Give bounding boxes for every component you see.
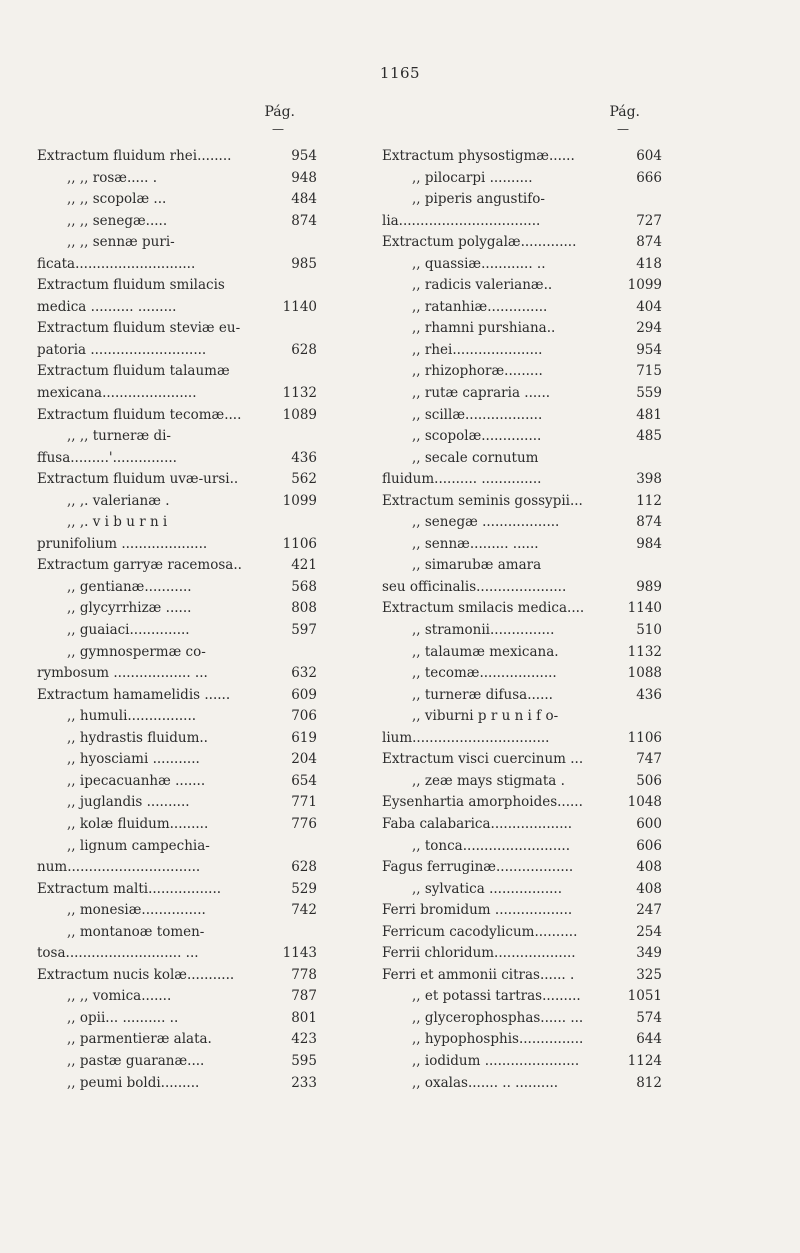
index-entry — [37, 1008, 317, 1030]
entry-text: ,, senegæ .................. — [412, 514, 560, 531]
entry-page-number: 1140 — [627, 600, 662, 617]
index-entry — [37, 879, 317, 901]
index-column-left — [37, 104, 317, 1094]
entry-list — [382, 146, 662, 1094]
entry-text: mexicana...................... — [37, 385, 197, 402]
entry-page-number: 325 — [636, 966, 662, 983]
entry-page-number: 989 — [636, 578, 662, 595]
entry-text: ffusa.........'............... — [37, 449, 177, 466]
entry-page-number: 654 — [291, 772, 317, 789]
entry-text: ,, piperis angustifo- — [412, 191, 545, 208]
index-entry — [382, 685, 662, 707]
entry-page-number: 408 — [636, 859, 662, 876]
entry-page-number: 1099 — [282, 492, 317, 509]
entry-text: ,, pastæ guaranæ.... — [67, 1052, 205, 1069]
entry-page-number: 778 — [291, 966, 317, 983]
entry-page-number: 529 — [291, 880, 317, 897]
index-entry — [37, 555, 317, 577]
entry-page-number: 812 — [636, 1074, 662, 1091]
index-entry — [37, 685, 317, 707]
entry-text: rymbosum .................. ... — [37, 665, 208, 682]
entry-page-number: 1140 — [282, 298, 317, 315]
index-entry — [37, 534, 317, 556]
entry-text: prunifolium .................... — [37, 535, 208, 552]
entry-text: ,, ratanhiæ.............. — [412, 298, 548, 315]
entry-page-number: 247 — [636, 902, 662, 919]
entry-text: Faba calabarica................... — [382, 815, 573, 832]
index-entry — [37, 965, 317, 987]
entry-text: ,, ,, senegæ..... — [67, 212, 168, 229]
entry-page-number: 398 — [636, 471, 662, 488]
index-entry — [37, 189, 317, 211]
index-column-right — [382, 104, 662, 1094]
index-entry — [382, 857, 662, 879]
index-entry — [37, 211, 317, 233]
index-entry — [382, 1008, 662, 1030]
entry-page-number: 506 — [636, 772, 662, 789]
index-entry — [382, 318, 662, 340]
entry-text: Ferri et ammonii citras...... . — [382, 966, 575, 983]
index-entry — [382, 146, 662, 168]
index-entry — [382, 469, 662, 491]
entry-page-number: 562 — [291, 471, 317, 488]
entry-text: ,, tonca......................... — [412, 837, 571, 854]
entry-page-number: 1099 — [627, 277, 662, 294]
index-entry — [37, 469, 317, 491]
entry-text: num............................... — [37, 859, 201, 876]
entry-page-number: 481 — [636, 406, 662, 423]
entry-page-number: 1048 — [627, 794, 662, 811]
entry-page-number: 421 — [291, 557, 317, 574]
entry-text: ,, guaiaci.............. — [67, 622, 190, 639]
entry-text: ,, ,, rosæ..... . — [67, 169, 157, 186]
entry-text: Extractum physostigmæ...... — [382, 148, 575, 164]
index-entry — [37, 900, 317, 922]
index-entry — [382, 405, 662, 427]
entry-text: tosa........................... ... — [37, 945, 199, 962]
entry-text: fluidum.......... .............. — [382, 471, 542, 488]
entry-text: ,, gentianæ........... — [67, 578, 192, 595]
entry-text: ,, rutæ capraria ...... — [412, 385, 551, 402]
index-entry — [382, 620, 662, 642]
index-entry — [37, 297, 317, 319]
entry-text: ,, glycerophosphas...... ... — [412, 1009, 584, 1026]
entry-page-number: 418 — [636, 255, 662, 272]
entry-text: ,, humuli................ — [67, 708, 197, 725]
index-entry — [37, 642, 317, 664]
index-entry — [382, 1051, 662, 1073]
entry-text: ,, secale cornutum — [412, 449, 539, 466]
index-entry — [382, 1073, 662, 1095]
index-entry — [37, 383, 317, 405]
index-entry — [382, 986, 662, 1008]
entry-page-number: 204 — [291, 751, 317, 768]
index-entry — [37, 361, 317, 383]
index-entry — [382, 426, 662, 448]
entry-page-number: 808 — [291, 600, 317, 617]
entry-text: ,, viburni p r u n i f o- — [412, 708, 559, 725]
entry-text: ,, opii... .......... .. — [67, 1009, 179, 1026]
entry-text: Eysenhartia amorphoides...... — [382, 794, 583, 811]
index-entry — [382, 728, 662, 750]
index-entry — [37, 1073, 317, 1095]
entry-page-number: 574 — [636, 1009, 662, 1026]
column-dash: — — [617, 122, 629, 136]
entry-page-number: 1124 — [627, 1052, 662, 1069]
index-entry — [37, 146, 317, 168]
entry-page-number: 985 — [291, 255, 317, 272]
entry-text: Extractum malti................. — [37, 880, 222, 897]
index-entry — [37, 405, 317, 427]
entry-text: Extractum seminis gossypii... — [382, 492, 583, 509]
entry-text: patoria ........................... — [37, 341, 207, 358]
index-entry — [37, 857, 317, 879]
entry-page-number: 801 — [291, 1009, 317, 1026]
entry-page-number: 112 — [636, 492, 662, 509]
entry-text: Extractum garryæ racemosa.. — [37, 557, 242, 574]
entry-page-number: 597 — [291, 622, 317, 639]
entry-text: ,, sylvatica ................. — [412, 880, 563, 897]
entry-text: ,, hyosciami ........... — [67, 751, 200, 768]
entry-text: medica .......... ......... — [37, 298, 177, 315]
entry-page-number: 954 — [636, 341, 662, 358]
entry-text: ,, et potassi tartras......... — [412, 988, 581, 1005]
entry-text: Ferri bromidum .................. — [382, 902, 573, 919]
index-entry — [382, 879, 662, 901]
entry-page-number: 1132 — [282, 385, 317, 402]
index-entry — [37, 814, 317, 836]
index-entry — [382, 771, 662, 793]
index-entry — [37, 836, 317, 858]
entry-text: Extractum fluidum rhei........ — [37, 148, 232, 164]
entry-page-number: 666 — [636, 169, 662, 186]
entry-page-number: 628 — [291, 859, 317, 876]
entry-page-number: 984 — [636, 535, 662, 552]
entry-page-number: 632 — [291, 665, 317, 682]
index-entry — [382, 168, 662, 190]
index-entry — [382, 663, 662, 685]
index-entry — [382, 792, 662, 814]
entry-page-number: 644 — [636, 1031, 662, 1048]
index-entry — [382, 598, 662, 620]
index-entry — [382, 275, 662, 297]
index-entry — [382, 383, 662, 405]
index-entry — [382, 189, 662, 211]
index-entry — [37, 491, 317, 513]
entry-text: ,, peumi boldi......... — [67, 1074, 200, 1091]
entry-page-number: 747 — [636, 751, 662, 768]
entry-text: ,, stramonii............... — [412, 622, 555, 639]
entry-text: ,, montanoæ tomen- — [67, 923, 205, 940]
entry-page-number: 436 — [636, 686, 662, 703]
index-entry — [382, 211, 662, 233]
entry-text: ,, quassiæ............ .. — [412, 255, 546, 272]
entry-text: ,, glycyrrhizæ ...... — [67, 600, 192, 617]
index-entry — [382, 706, 662, 728]
entry-text: Ferrii chloridum................... — [382, 945, 576, 962]
entry-text: lium................................ — [382, 729, 550, 746]
entry-text: Extractum visci cuercinum ... — [382, 751, 584, 768]
entry-text: ,, talaumæ mexicana. — [412, 643, 559, 660]
entry-page-number: 600 — [636, 815, 662, 832]
index-entry — [382, 577, 662, 599]
index-entry — [37, 448, 317, 470]
entry-page-number: 1106 — [627, 729, 662, 746]
entry-text: ,, sennæ......... ...... — [412, 535, 539, 552]
index-entry — [382, 297, 662, 319]
entry-page-number: 776 — [291, 815, 317, 832]
entry-page-number: 628 — [291, 341, 317, 358]
entry-page-number: 510 — [636, 622, 662, 639]
index-entry — [37, 426, 317, 448]
entry-page-number: 609 — [291, 686, 317, 703]
entry-text: ,, juglandis .......... — [67, 794, 190, 811]
entry-page-number: 595 — [291, 1052, 317, 1069]
entry-text: lia................................. — [382, 212, 541, 229]
entry-page-number: 715 — [636, 363, 662, 380]
index-entry — [382, 1029, 662, 1051]
entry-page-number: 706 — [291, 708, 317, 725]
entry-text: Extractum fluidum smilacis — [37, 277, 225, 294]
entry-text: ,, scillæ.................. — [412, 406, 543, 423]
entry-text: ,, ,. valerianæ . — [67, 492, 170, 509]
index-entry — [37, 577, 317, 599]
entry-page-number: 771 — [291, 794, 317, 811]
column-dash: — — [272, 122, 284, 136]
entry-page-number: 404 — [636, 298, 662, 315]
index-entry — [382, 836, 662, 858]
entry-page-number: 948 — [291, 169, 317, 186]
index-entry — [37, 232, 317, 254]
entry-text: Extractum polygalæ............. — [382, 234, 577, 251]
index-entry — [382, 943, 662, 965]
entry-text: ,, pilocarpi .......... — [412, 169, 533, 186]
entry-page-number: 484 — [291, 191, 317, 208]
entry-text: Extractum fluidum tecomæ.... — [37, 406, 242, 423]
index-entry — [382, 965, 662, 987]
entry-page-number: 349 — [636, 945, 662, 962]
entry-page-number: 787 — [291, 988, 317, 1005]
index-entry — [37, 986, 317, 1008]
entry-page-number: 727 — [636, 212, 662, 229]
entry-text: ,, hypophosphis............... — [412, 1031, 584, 1048]
entry-text: ,, ipecacuanhæ ....... — [67, 772, 206, 789]
entry-text: ,, ,, turneræ di- — [67, 428, 171, 445]
index-entry — [37, 1029, 317, 1051]
index-entry — [37, 728, 317, 750]
entry-text: ,, zeæ mays stigmata . — [412, 772, 565, 789]
index-entry — [37, 1051, 317, 1073]
entry-text: ,, ,, scopolæ ... — [67, 191, 167, 208]
entry-text: ,, oxalas....... .. .......... — [412, 1074, 559, 1091]
index-entry — [382, 814, 662, 836]
index-entry — [37, 318, 317, 340]
entry-page-number: 294 — [636, 320, 662, 337]
entry-text: Ferricum cacodylicum.......... — [382, 923, 578, 940]
entry-text: Fagus ferruginæ.................. — [382, 859, 574, 876]
entry-text: ,, tecomæ.................. — [412, 665, 557, 682]
entry-page-number: 568 — [291, 578, 317, 595]
entry-page-number: 485 — [636, 428, 662, 445]
entry-text: ,, hydrastis fluidum.. — [67, 729, 208, 746]
column-header: Pág. — [264, 104, 295, 120]
entry-text: ,, rhizophoræ......... — [412, 363, 543, 380]
entry-page-number: 559 — [636, 385, 662, 402]
index-entry — [37, 792, 317, 814]
entry-page-number: 1106 — [282, 535, 317, 552]
entry-page-number: 254 — [636, 923, 662, 940]
entry-text: ,, kolæ fluidum......... — [67, 815, 209, 832]
index-entry — [37, 620, 317, 642]
index-entry — [382, 534, 662, 556]
entry-text: ,, radicis valerianæ.. — [412, 277, 553, 294]
index-entry — [37, 340, 317, 362]
entry-text: ,, turneræ difusa...... — [412, 686, 553, 703]
index-entry — [37, 922, 317, 944]
entry-page-number: 742 — [291, 902, 317, 919]
index-entry — [37, 943, 317, 965]
page-number: 1165 — [379, 64, 421, 82]
index-entry — [37, 771, 317, 793]
entry-page-number: 436 — [291, 449, 317, 466]
entry-text: ficata............................ — [37, 255, 196, 272]
entry-text: ,, rhamni purshiana.. — [412, 320, 556, 337]
entry-page-number: 1143 — [282, 945, 317, 962]
entry-page-number: 1051 — [627, 988, 662, 1005]
entry-text: ,, rhei..................... — [412, 341, 543, 358]
entry-text: ,, scopolæ.............. — [412, 428, 542, 445]
entry-text: Extractum fluidum talaumæ — [37, 363, 230, 380]
index-entry — [382, 254, 662, 276]
entry-page-number: 874 — [636, 234, 662, 251]
index-entry — [382, 749, 662, 771]
entry-text: ,, ,. v i b u r n i — [67, 514, 168, 531]
entry-text: Extractum fluidum uvæ-ursi.. — [37, 471, 239, 488]
index-entry — [382, 642, 662, 664]
entry-page-number: 423 — [291, 1031, 317, 1048]
entry-text: Extractum smilacis medica.... — [382, 600, 585, 617]
index-entry — [37, 706, 317, 728]
entry-text: ,, iodidum ...................... — [412, 1052, 580, 1069]
index-entry — [382, 448, 662, 470]
entry-text: seu officinalis..................... — [382, 578, 567, 595]
entry-text: ,, ,, vomica....... — [67, 988, 172, 1005]
index-entry — [37, 663, 317, 685]
entry-page-number: 604 — [636, 148, 662, 164]
index-entry — [382, 900, 662, 922]
index-entry — [37, 168, 317, 190]
entry-page-number: 874 — [636, 514, 662, 531]
entry-page-number: 1132 — [627, 643, 662, 660]
index-entry — [382, 232, 662, 254]
index-entry — [382, 922, 662, 944]
entry-text: ,, simarubæ amara — [412, 557, 542, 574]
column-header: Pág. — [609, 104, 640, 120]
index-entry — [37, 749, 317, 771]
entry-page-number: 1089 — [282, 406, 317, 423]
entry-text: ,, parmentieræ alata. — [67, 1031, 212, 1048]
index-entry — [37, 254, 317, 276]
index-entry — [382, 361, 662, 383]
index-entry — [37, 512, 317, 534]
entry-text: ,, lignum campechia- — [67, 837, 210, 854]
index-entry — [37, 598, 317, 620]
entry-page-number: 619 — [291, 729, 317, 746]
index-entry — [37, 275, 317, 297]
entry-text: ,, ,, sennæ puri- — [67, 234, 175, 251]
entry-text: ,, gymnospermæ co- — [67, 643, 206, 660]
entry-text: Extractum fluidum steviæ eu- — [37, 320, 241, 337]
entry-text: Extractum nucis kolæ........... — [37, 966, 235, 983]
entry-page-number: 954 — [291, 148, 317, 164]
entry-text: Extractum hamamelidis ...... — [37, 686, 231, 703]
entry-page-number: 233 — [291, 1074, 317, 1091]
entry-page-number: 606 — [636, 837, 662, 854]
entry-page-number: 408 — [636, 880, 662, 897]
entry-text: ,, monesiæ............... — [67, 902, 206, 919]
entry-list — [37, 146, 317, 1094]
entry-page-number: 874 — [291, 212, 317, 229]
index-entry — [382, 491, 662, 513]
index-entry — [382, 340, 662, 362]
entry-page-number: 1088 — [627, 665, 662, 682]
index-entry — [382, 512, 662, 534]
index-entry — [382, 555, 662, 577]
